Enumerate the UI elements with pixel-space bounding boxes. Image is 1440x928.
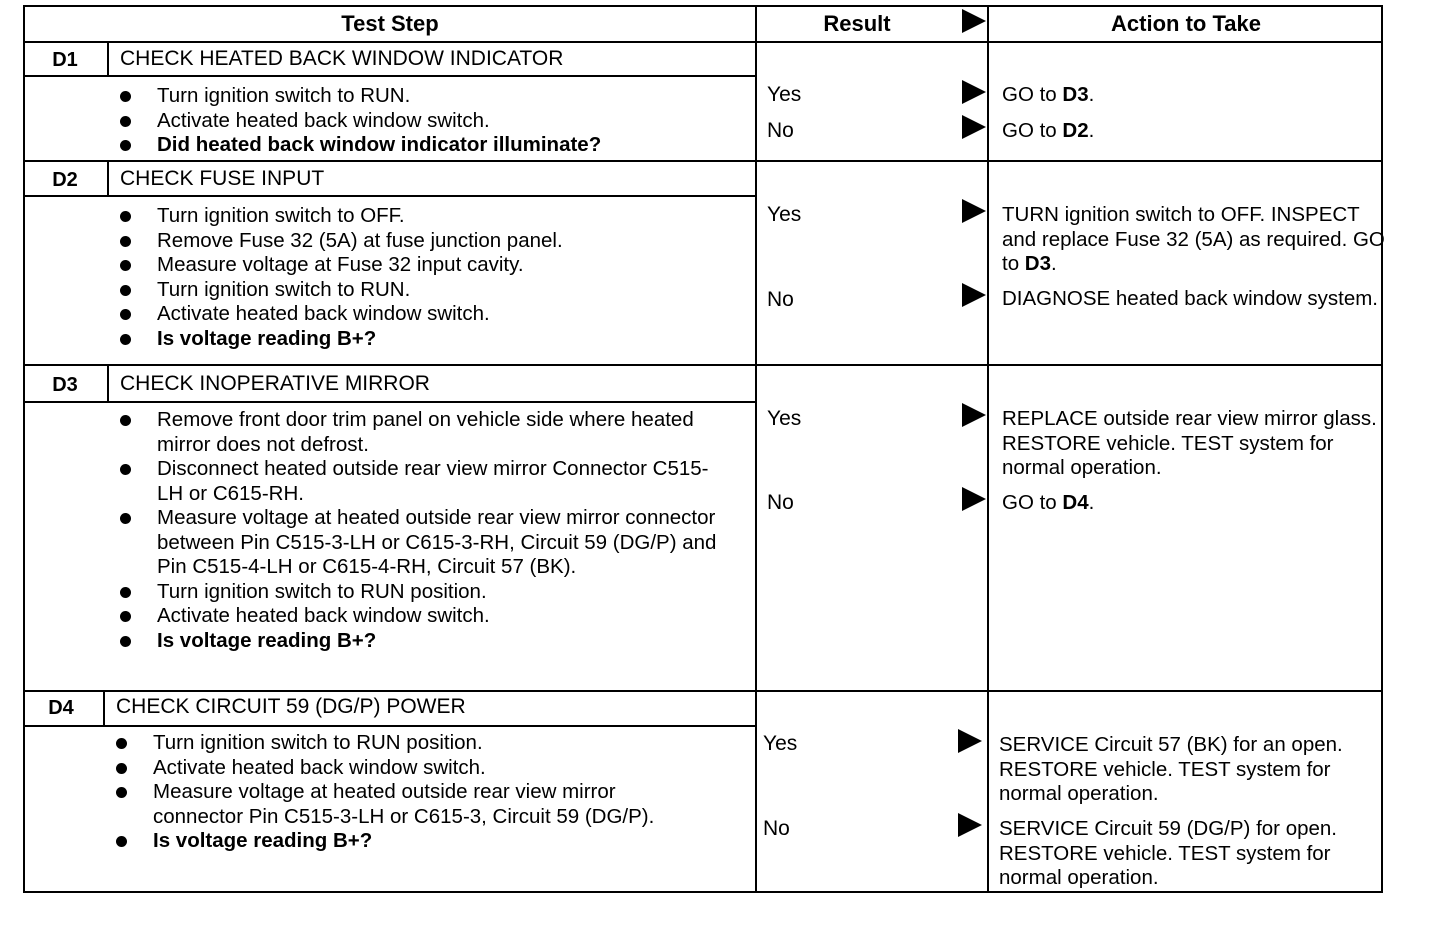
arrow-icon [962, 199, 986, 223]
d1-id-divider [107, 41, 109, 75]
d1-action-yes: GO to D3. [1002, 83, 1095, 106]
list-item: Turn ignition switch to RUN position. [113, 731, 693, 756]
divider-action [987, 7, 989, 891]
list-item: Turn ignition switch to RUN position. [117, 580, 717, 605]
d2-steps [117, 204, 563, 351]
d2-result-no: No [767, 288, 794, 311]
d1-action-no: GO to D2. [1002, 119, 1095, 142]
d2-result-yes: Yes [767, 203, 802, 226]
d1-title: CHECK HEATED BACK WINDOW INDICATOR [120, 47, 564, 70]
d2-title: CHECK FUSE INPUT [120, 167, 325, 190]
list-item: Activate heated back window switch. [117, 302, 563, 327]
arrow-icon [962, 80, 986, 104]
arrow-icon [962, 115, 986, 139]
list-item: Activate heated back window switch. [117, 109, 601, 134]
d4-title-divider [25, 725, 755, 727]
d4-steps [113, 731, 693, 854]
list-item: Turn ignition switch to OFF. [117, 204, 563, 229]
arrow-icon [958, 729, 982, 753]
d3-title: CHECK INOPERATIVE MIRROR [120, 372, 430, 395]
d4-id: D4 [48, 697, 74, 719]
arrow-icon [958, 813, 982, 837]
d2-title-divider [25, 195, 755, 197]
d2-id-divider [107, 160, 109, 195]
d4-question: Is voltage reading B+? [113, 829, 693, 854]
header-divider [25, 41, 1381, 43]
header-action: Action to Take [1111, 11, 1261, 36]
header-test-step: Test Step [341, 11, 439, 36]
list-item: Activate heated back window switch. [113, 756, 693, 781]
d3-title-divider [25, 401, 755, 403]
d3-action-yes: REPLACE outside rear view mirror glass. RESTORE vehicle. TEST system for normal operation. [1002, 407, 1377, 479]
arrow-icon [962, 283, 986, 307]
d4-result-no: No [763, 817, 790, 840]
d2-id: D2 [52, 169, 78, 191]
d2-action-yes: TURN ignition switch to OFF. INSPECT and replace Fuse 32 (5A) as required. GO to D3. [1002, 203, 1385, 275]
section-divider [25, 690, 1381, 692]
list-item: Turn ignition switch to RUN. [117, 84, 601, 109]
d4-result-yes: Yes [763, 732, 798, 755]
d1-question: Did heated back window indicator illuminate? [117, 133, 601, 158]
d3-id-divider [107, 364, 109, 401]
arrow-icon [962, 403, 986, 427]
d3-result-yes: Yes [767, 407, 802, 430]
list-item: Remove front door trim panel on vehicle side where heated mirror does not defrost. [117, 408, 717, 457]
d1-result-no: No [767, 119, 794, 142]
divider-result [755, 7, 757, 891]
d3-action-no: GO to D4. [1002, 491, 1095, 514]
list-item: Measure voltage at Fuse 32 input cavity. [117, 253, 563, 278]
d2-action-no: DIAGNOSE heated back window system. [1002, 287, 1378, 310]
d1-id: D1 [52, 49, 78, 71]
header-arrow-icon [962, 9, 986, 33]
header-result: Result [823, 11, 891, 36]
d1-steps [117, 84, 601, 158]
d4-title: CHECK CIRCUIT 59 (DG/P) POWER [116, 695, 466, 718]
section-divider [25, 364, 1381, 366]
list-item: Disconnect heated outside rear view mirror Connector C515-LH or C615-RH. [117, 457, 717, 506]
d4-action-yes: SERVICE Circuit 57 (BK) for an open. RESTORE vehicle. TEST system for normal operation. [999, 733, 1343, 805]
section-divider [25, 160, 1381, 162]
list-item: Remove Fuse 32 (5A) at fuse junction panel. [117, 229, 563, 254]
d1-result-yes: Yes [767, 83, 802, 106]
d4-action-no: SERVICE Circuit 59 (DG/P) for open. RESTORE vehicle. TEST system for normal operation. [999, 817, 1337, 889]
diagnostic-table [23, 5, 1383, 893]
d3-steps [117, 408, 717, 653]
arrow-icon [962, 487, 986, 511]
list-item: Turn ignition switch to RUN. [117, 278, 563, 303]
d1-title-divider [25, 75, 755, 77]
d3-id: D3 [52, 374, 78, 396]
list-item: Activate heated back window switch. [117, 604, 717, 629]
d3-result-no: No [767, 491, 794, 514]
d2-question: Is voltage reading B+? [117, 327, 563, 352]
d3-question: Is voltage reading B+? [117, 629, 717, 654]
list-item: Measure voltage at heated outside rear view mirror connector Pin C515-3-LH or C615-3, Circuit 59 (DG/P). [113, 780, 693, 829]
list-item: Measure voltage at heated outside rear view mirror connector between Pin C515-3-LH or C615-3-RH, Circuit 59 (DG/P) and Pin C515-4-LH or C615-4-RH, Circuit 57 (BK). [117, 506, 717, 580]
d4-id-divider [103, 690, 105, 725]
